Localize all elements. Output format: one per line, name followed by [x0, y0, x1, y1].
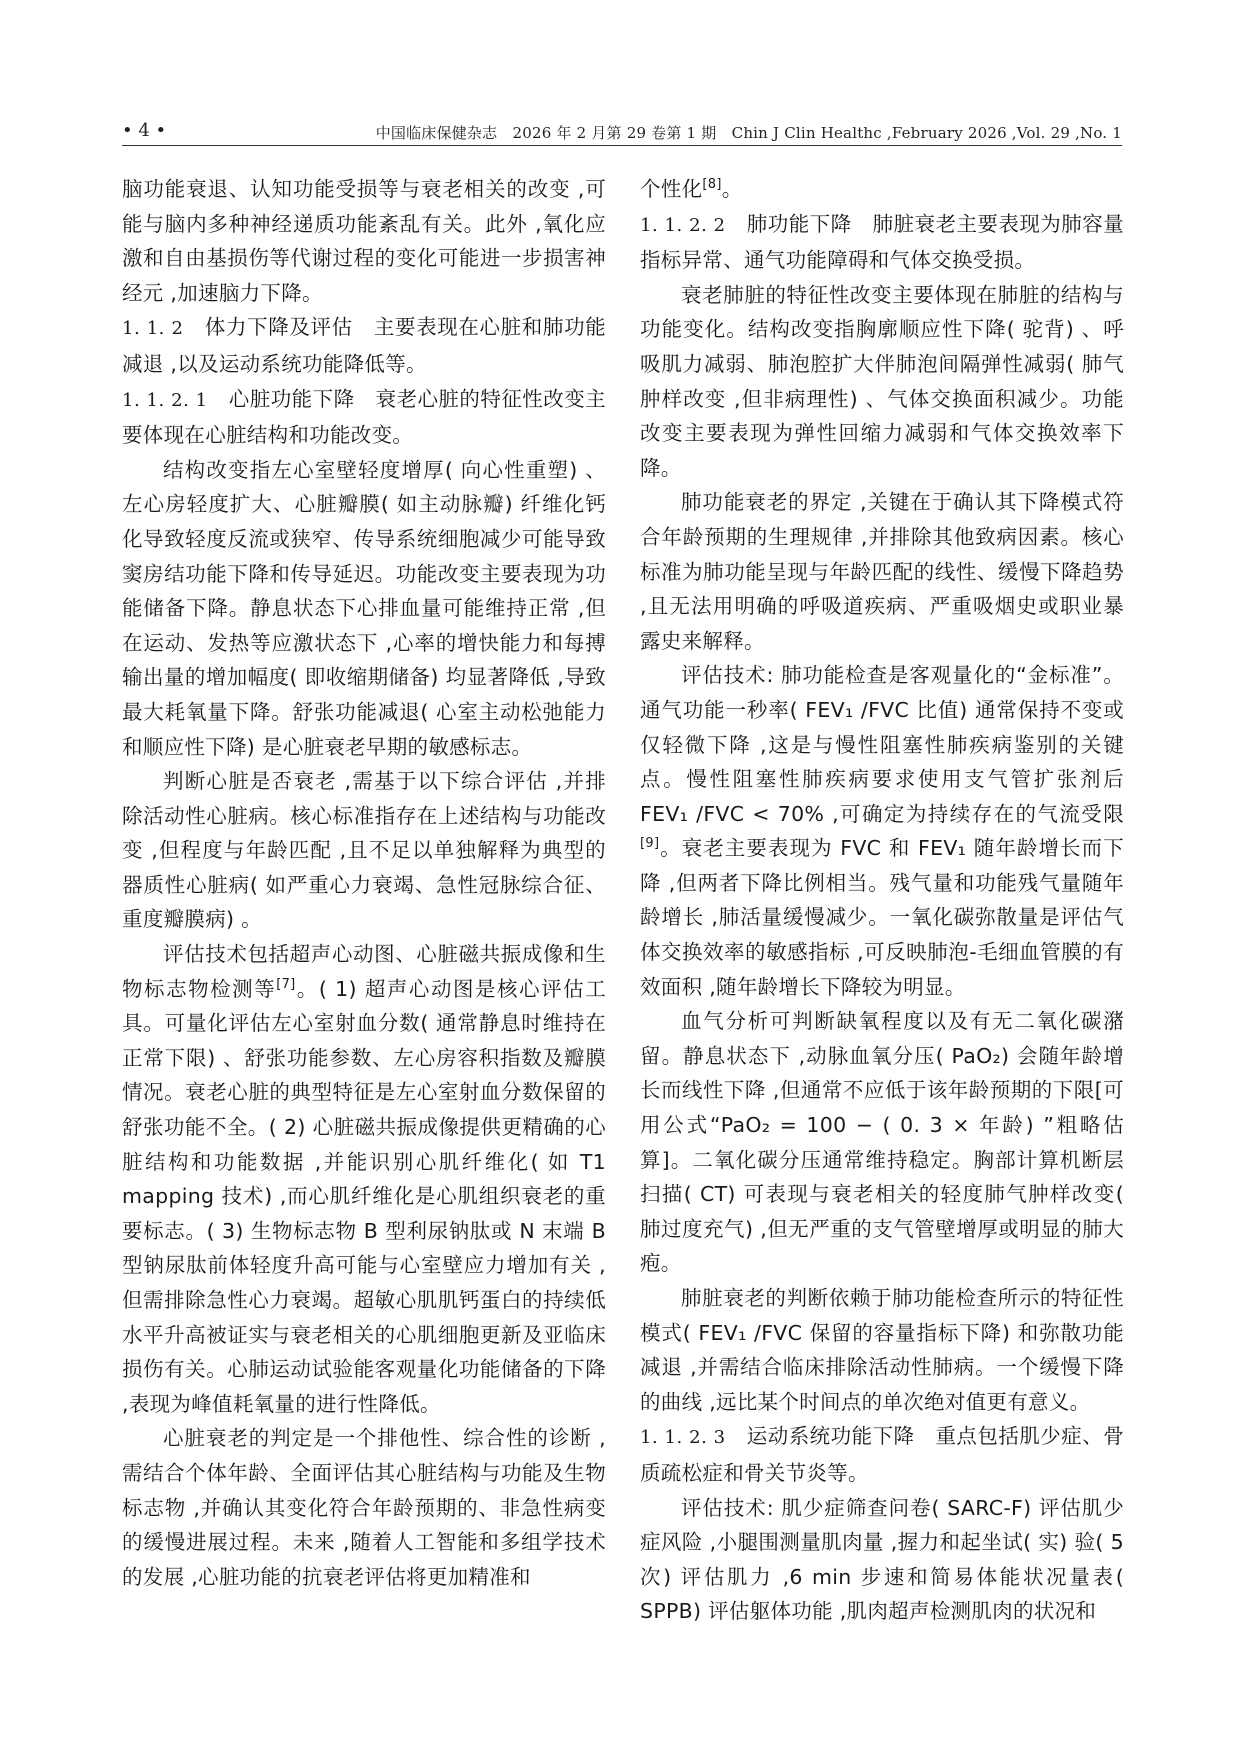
text-run: 评估技术: 肺功能检查是客观量化的“金标准”。通气功能一秒率( FEV₁ /FVC 比值) 通常保持不变或仅轻微下降 ,这是与慢性阻塞性肺疾病鉴别的关键点。慢性阻塞性肺疾病要求使用支气管扩张剂后 FEV₁ /FVC < 70% ,可确定为持续存在的气流受限: [640, 663, 1124, 826]
paragraph: [122, 937, 606, 1421]
right-column: [640, 172, 1124, 1629]
text-run: 个性化: [640, 177, 703, 201]
section-title: 运动系统功能下降: [725, 1424, 936, 1449]
citation-9[interactable]: [9]: [640, 836, 660, 852]
left-column: [122, 172, 606, 1594]
section-number: 1. 1. 2. 1: [122, 389, 208, 411]
section-number: 1. 1. 2: [122, 318, 184, 340]
paragraph: 衰老肺脏的特征性改变主要体现在肺脏的结构与功能变化。结构改变指胸廓顺应性下降( 驼背) 、呼吸肌力减弱、肺泡腔扩大伴肺泡间隔弹性减弱( 肺气肿样改变 ,但非病理性) 、气体交换面积减少。功能改变主要表现为弹性回缩力减弱和气体交换效率下降。: [640, 282, 1124, 480]
section-heading-1-1-2-1: [122, 382, 606, 453]
paragraph: 评估技术: 肌少症筛查问卷( SARC-F) 评估肌少症风险 ,小腿围测量肌肉量 ,握力和起坐试( 实) 验( 5 次) 评估肌力 ,6 min 步速和简易体能状况量表( SPPB) 评估躯体功能 ,肌肉超声检测肌肉的状况和: [640, 1495, 1124, 1624]
paragraph: 结构改变指左心室壁轻度增厚( 向心性重塑) 、左心房轻度扩大、心脏瓣膜( 如主动脉瓣) 纤维化钙化导致轻度反流或狭窄、传导系统细胞减少可能导致窦房结功能下降和传导延迟。功能改变主要表现为功能储备下降。静息状态下心排血量可能维持正常 ,但在运动、发热等应激状态下 ,心率的增快能力和每搏输出量的增加幅度( 即收缩期储备) 均显著降低 ,导致最大耗氧量下降。舒张功能减退( 心室主动松弛能力和顺应性下降) 是心脏衰老早期的敏感标志。: [122, 457, 606, 759]
section-text: 衰老心脏的特征性改变主要体现在心脏结构和功能改变。: [122, 386, 606, 448]
paragraph: 血气分析可判断缺氧程度以及有无二氧化碳潴留。静息状态下 ,动脉血氧分压( PaO₂) 会随年龄增长而线性下降 ,但通常不应低于该年龄预期的下限[可用公式“PaO₂ = 100 − ( 0. 3 × 年龄) ”粗略估算]。二氧化碳分压通常维持稳定。胸部计算机断层扫描( CT) 可表现与衰老相关的轻度肺气肿样改变( 肺过度充气) ,但无严重的支气管壁增厚或明显的肺大疱。: [640, 1009, 1124, 1276]
section-text: 肺脏衰老主要表现为肺容量指标异常、通气功能障碍和气体交换受损。: [640, 211, 1124, 273]
section-heading-1-1-2: [122, 310, 606, 381]
section-title: 心脏功能下降: [207, 386, 376, 411]
paragraph: 判断心脏是否衰老 ,需基于以下综合评估 ,并排除活动性心脏病。核心标准指存在上述结构与功能改变 ,但程度与年龄匹配 ,且不足以单独解释为典型的器质性心脏病( 如严重心力衰竭、急性冠脉综合征、重度瓣膜病) 。: [122, 769, 606, 932]
paragraph: 肺脏衰老的判断依赖于肺功能检查所示的特征性模式( FEV₁ /FVC 保留的容量指标下降) 和弥散功能减退 ,并需结合临床排除活动性肺病。一个缓慢下降的曲线 ,远比某个时间点的单次绝对值更有意义。: [640, 1286, 1124, 1414]
citation-7[interactable]: [7]: [276, 976, 296, 992]
paragraph: 肺功能衰老的界定 ,关键在于确认其下降模式符合年龄预期的生理规律 ,并排除其他致病因素。核心标准为肺功能呈现与年龄匹配的线性、缓慢下降趋势 ,且无法用明确的呼吸道疾病、严重吸烟史或职业暴露史来解释。: [640, 490, 1124, 653]
header-rule: [122, 145, 1122, 146]
page-number: • 4 •: [122, 120, 167, 141]
running-header: [122, 114, 1122, 144]
citation-8[interactable]: [8]: [702, 177, 722, 192]
section-heading-1-1-2-3: [640, 1419, 1124, 1490]
section-title: 体力下降及评估: [183, 315, 374, 340]
text-run: 。衰老主要表现为 FVC 和 FEV₁ 随年龄增长而下降 ,但两者下降比例相当。残气量和功能残气量随年龄增长 ,肺活量缓慢减少。一氧化碳弥散量是评估气体交换效率的敏感指标 ,可反映肺泡-毛细血管膜的有效面积 ,随年龄增长下降较为明显。: [640, 836, 1124, 999]
section-title: 肺功能下降: [725, 211, 873, 236]
text-run: 。: [721, 177, 743, 201]
text-run: 评估技术包括超声心动图、心脏磁共振成像和生物标志物检测等: [122, 942, 606, 1001]
section-number: 1. 1. 2. 3: [640, 1427, 726, 1449]
paragraph: [640, 658, 1124, 1004]
paragraph: [640, 172, 1124, 207]
section-text: 主要表现在心脏和肺功能减退 ,以及运动系统功能降低等。: [122, 315, 606, 376]
section-text: 重点包括肌少症、骨质疏松症和骨关节炎等。: [640, 1424, 1124, 1485]
paragraph: 心脏衰老的判定是一个排他性、综合性的诊断 ,需结合个体年龄、全面评估其心脏结构与功能及生物标志物 ,并确认其变化符合年龄预期的、非急性病变的缓慢进展过程。未来 ,随着人工智能和多组学技术的发展 ,心脏功能的抗衰老评估将更加精准和: [122, 1426, 606, 1589]
paragraph: 脑功能衰退、认知功能受损等与衰老相关的改变 ,可能与脑内多种神经递质功能紊乱有关。此外 ,氧化应激和自由基损伤等代谢过程的变化可能进一步损害神经元 ,加速脑力下降。: [122, 177, 606, 305]
section-heading-1-1-2-2: [640, 207, 1124, 278]
journal-citation: 中国临床保健杂志 2026 年 2 月第 29 卷第 1 期 Chin J Clin Healthc ,February 2026 ,Vol. 29 ,No. 1: [375, 124, 1122, 142]
text-run: 。( 1) 超声心动图是核心评估工具。可量化评估左心室射血分数( 通常静息时维持在正常下限) 、舒张功能参数、左心房容积指数及瓣膜情况。衰老心脏的典型特征是左心室射血分数保留的舒张功能不全。( 2) 心脏磁共振成像提供更精确的心脏结构和功能数据 ,并能识别心肌纤维化( 如 T1 mapping 技术) ,而心肌纤维化是心肌组织衰老的重要标志。( 3) 生物标志物 B 型利尿钠肽或 N 末端 B 型钠尿肽前体轻度升高可能与心室壁应力增加有关 ,但需排除急性心力衰竭。超敏心肌肌钙蛋白的持续低水平升高被证实与衰老相关的心肌细胞更新及亚临床损伤有关。心肺运动试验能客观量化功能储备的下降 ,表现为峰值耗氧量的进行性降低。: [122, 976, 606, 1416]
section-number: 1. 1. 2. 2: [640, 214, 726, 236]
